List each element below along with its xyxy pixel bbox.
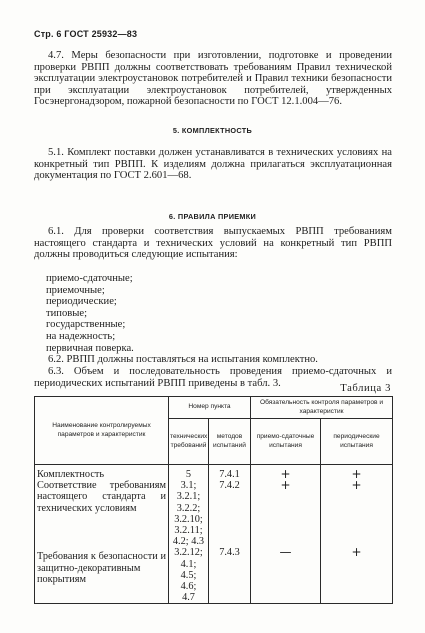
mark-periodic: + <box>351 467 362 481</box>
header-obligation: Обязательность контроля параметров и характеристик <box>251 397 393 419</box>
row-name: Требования к безопасности и защитно-декоративным покрытиям <box>35 547 169 604</box>
list-item: на надежность; <box>46 330 116 342</box>
header-periodic-tests: периодические испытания <box>321 419 393 465</box>
list-item: приемо-сдаточные; <box>46 273 133 284</box>
list-item: периодические; <box>46 296 117 308</box>
tech-point: 4.2; 4.3 <box>172 536 205 548</box>
row-acceptance <box>251 547 321 604</box>
row-periodic <box>321 547 393 604</box>
tech-point: 3.2.10; <box>174 513 203 525</box>
table-row <box>35 547 393 604</box>
table-3 <box>34 396 393 604</box>
section-heading-6: 6. ПРАВИЛА ПРИЕМКИ <box>168 212 257 221</box>
row-acceptance <box>251 480 321 547</box>
row-tech-points <box>169 480 209 547</box>
header-parameter-name: Наименование контролируемых параметров и характеристик <box>35 397 169 465</box>
mark-periodic: + <box>351 545 362 560</box>
paragraph-5-1: 5.1. Комплект поставки должен устанавливатся в технических условиях на конкретный тип РВПП. К изделиям должна прилагаться эксплуатационная документация по ГОСТ 2.601—68. <box>34 147 392 182</box>
tech-point: 3.2.11; <box>174 525 203 537</box>
row-name: Соответствие требованиям настоящего стандарта и технических условиям <box>35 480 169 547</box>
page-header: Стр. 6 ГОСТ 25932—83 <box>34 29 138 39</box>
tech-point: 4.6; <box>180 581 197 593</box>
table-caption: Таблица 3 <box>340 383 391 394</box>
tech-point: 5 <box>185 469 192 480</box>
row-method: 7.4.1 <box>209 465 251 481</box>
paragraph-4-7: 4.7. Меры безопасности при изготовлении, подготовке и проведении проверки РВПП должны соответствовать требованиям Правил технической эксплуатации электроустановок потребителей и Правил техники безопасности при эксплуатации электроустановок потребителей, утвержденных Госэнергонадзором, пожарной безопасности по ГОСТ 12.1.004—76. <box>34 50 392 108</box>
mark-periodic: + <box>351 478 362 493</box>
tech-point: 4.7 <box>182 592 195 604</box>
section-heading-5: 5. КОМПЛЕКТНОСТЬ <box>172 126 253 135</box>
tech-point: 3.1; <box>180 480 197 492</box>
header-test-methods: методов испытаний <box>209 419 251 465</box>
mark-acceptance: — <box>279 545 292 560</box>
header-acceptance-tests: приемо-сдаточные испытания <box>251 419 321 465</box>
row-periodic <box>321 480 393 547</box>
paragraph-6-1: 6.1. Для проверки соответствия выпускаемых РВПП требованиям настоящего стандарта и технических условий на конкретный тип РВПП должны проводиться следующие испытания: <box>34 226 392 261</box>
row-tech-points <box>169 465 209 481</box>
tech-point: 4.5; <box>180 569 197 581</box>
list-item: типовые; <box>46 307 88 319</box>
row-method: 7.4.3 <box>209 547 251 604</box>
header-technical-requirements: технических требований <box>169 419 209 465</box>
paragraph-6-2: 6.2. РВПП должны поставляться на испытания комплектно. <box>48 354 318 365</box>
row-tech-points <box>169 547 209 604</box>
list-item: первичная поверка. <box>46 342 134 354</box>
tech-point: 3.2.2; <box>176 502 201 514</box>
header-point-number: Номер пункта <box>169 397 251 419</box>
tech-point: 3.2.12; <box>174 547 203 559</box>
test-types-list <box>46 273 134 354</box>
row-method: 7.4.2 <box>209 480 251 547</box>
row-name: Комплектность <box>35 465 169 481</box>
mark-acceptance: + <box>280 478 291 493</box>
mark-acceptance: + <box>280 467 291 481</box>
table-row <box>35 480 393 547</box>
tech-point: 4.1; <box>180 558 197 570</box>
list-item: государственные; <box>46 319 126 331</box>
paragraph-6-3: 6.3. Объем и последовательность проведения приемо-сдаточных и периодических испытаний РВПП приведены в табл. 3. <box>34 366 392 389</box>
tech-point: 3.2.1; <box>176 491 201 503</box>
table-row <box>35 465 393 481</box>
list-item: приемочные; <box>46 284 105 296</box>
